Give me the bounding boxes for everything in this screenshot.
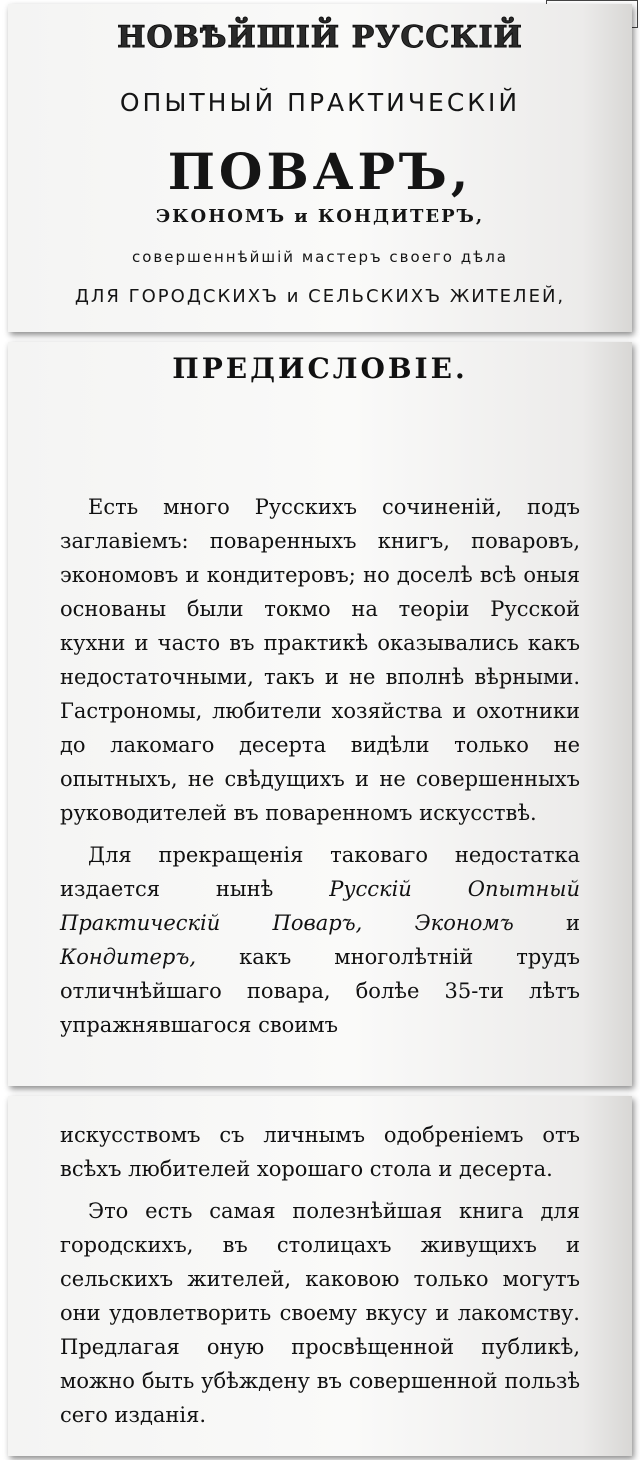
- title-line-urban-rural-residents: ДЛЯ ГОРОДСКИХЪ и СЕЛЬСКИХЪ ЖИТЕЛЕЙ,: [74, 286, 566, 307]
- preface-heading: ПРЕДИСЛОВІЕ.: [172, 352, 468, 385]
- continuation-paragraph-2: Это есть самая полезнѣйшая книга для городскихъ, въ столицахъ живущихъ и сельскихъ жителей, каковою только могутъ они удовлетворить своему вкусу и лакомству. Предлагая оную просвѣщенной публикѣ, можно быть убѣждену въ совершенной пользѣ сего изданія.: [60, 1199, 580, 1427]
- preface-paragraph-2-and: и: [513, 911, 580, 935]
- preface-paragraph-2-start: Для прекращенія таковаго недостатка издается нынѣ: [60, 843, 580, 901]
- title-line-newest-russian: НОВѢЙШІЙ РУССКІЙ: [117, 20, 523, 55]
- book-title-italic-confectioner: Кондитеръ,: [60, 945, 197, 969]
- preface-body: [60, 490, 580, 1042]
- title-line-cook: ПОВАРЪ,: [167, 142, 473, 201]
- title-line-steward-confectioner: ЭКОНОМЪ и КОНДИТЕРЪ,: [155, 206, 485, 227]
- continuation-paragraph-1: искусствомъ съ личнымъ одобреніемъ отъ всѣхъ любителей хорошаго стола и десерта.: [60, 1123, 580, 1181]
- title-line-master-of-craft: совершеннѣйшій мастеръ своего дѣла: [132, 248, 508, 266]
- title-page-scan: [8, 4, 632, 332]
- title-line-experienced-practical: ОПЫТНЫЙ ПРАКТИЧЕСКІЙ: [119, 88, 521, 117]
- book-title-italic: Русскій Опытный Практическій Поваръ, Экономъ: [60, 877, 580, 935]
- preface-paragraph-1: Есть много Русскихъ сочиненій, подъ заглавіемъ: поваренныхъ книгъ, поваровъ, экономовъ и кондитеровъ; но доселѣ всѣ оныя основаны были токмо на теоріи Русской кухни и часто въ практикѣ оказывались какъ недостаточными, такъ и не вполнѣ вѣрными. Гастрономы, любители хозяйства и охотники до лакомаго десерта видѣли только не опытныхъ, не свѣдущихъ и не совершенныхъ руководителей въ поваренномъ искусствѣ.: [60, 495, 580, 825]
- continuation-page-scan: [8, 1096, 632, 1456]
- preface-paragraph-2: [60, 838, 580, 1042]
- preface-page-scan: [8, 342, 632, 1086]
- continuation-body: [60, 1118, 580, 1432]
- preface-paragraph-2-end: какъ многолѣтній трудъ отличнѣйшаго повара, болѣе 35-ти лѣтъ упражнявшагося своимъ: [60, 945, 580, 1037]
